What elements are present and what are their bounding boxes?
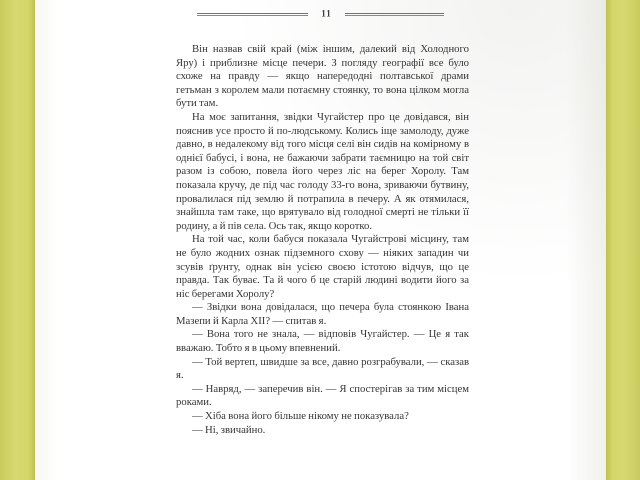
header-rule-left [197, 13, 308, 16]
book-page [35, 0, 606, 480]
paragraph: На той час, коли бабуся показала Чугайстрові місцину, там не було жодних ознак підземного схову — ніяких западин чи зсувів ґрунту, однак він усією своєю істотою відчув, що це правда. Так буває. Та й чого б це старій людині водити його за ніс берегами Хоролу? [176, 233, 469, 300]
paragraph: — Той вертеп, швидше за все, давно розграбували, — сказав я. [176, 355, 469, 382]
paragraph: — Ні, звичайно. [192, 423, 266, 436]
header-rule-right [345, 13, 444, 16]
paragraph: — Навряд, — заперечив він. — Я спостерігав за тим місцем роками. [176, 382, 469, 409]
page-number: 11 [321, 8, 332, 18]
paragraph: На моє запитання, звідки Чугайстер про це довідався, він пояснив усе просто й по-людському. Колись іще замолоду, дуже давно, в недалекому від того місця селі він сидів на комірному в однієї бабусі, і вона, не бажаючи забрати таємницю на той світ разом із собою, повела його через ліс на берег Хоролу. Там показала кручу, де під час голоду 33-го вона, зриваючи бутвину, провалилася під землю й потрапила в печеру. А як отямилася, знайшла там таке, що врятувало від голодної смерті не тільки її родину, а й пів села. Ось так, якщо коротко. [176, 110, 469, 232]
book-cover-edge-left [0, 0, 35, 480]
paragraph: Він назвав свій край (між іншим, далекий від Холодного Яру) і приблизне місце печери. З погляду географії все було схоже на правду — якщо напередодні полтавської драми гетьман з королем мали потаємну стоянку, то вона цілком могла бути там. [176, 43, 469, 110]
page-header [35, 7, 606, 21]
paragraph: — Хіба вона його більше нікому не показувала? [192, 410, 409, 423]
text-block [176, 43, 469, 437]
book-cover-edge-right [606, 0, 640, 480]
paragraph: — Звідки вона довідалася, що печера була стоянкою Івана Мазепи й Карла XII? — спитав я. [176, 301, 469, 327]
paragraph: — Вона того не знала, — відповів Чугайстер. — Це я так вважаю. Тобто я в цьому впевнений. [176, 328, 469, 355]
